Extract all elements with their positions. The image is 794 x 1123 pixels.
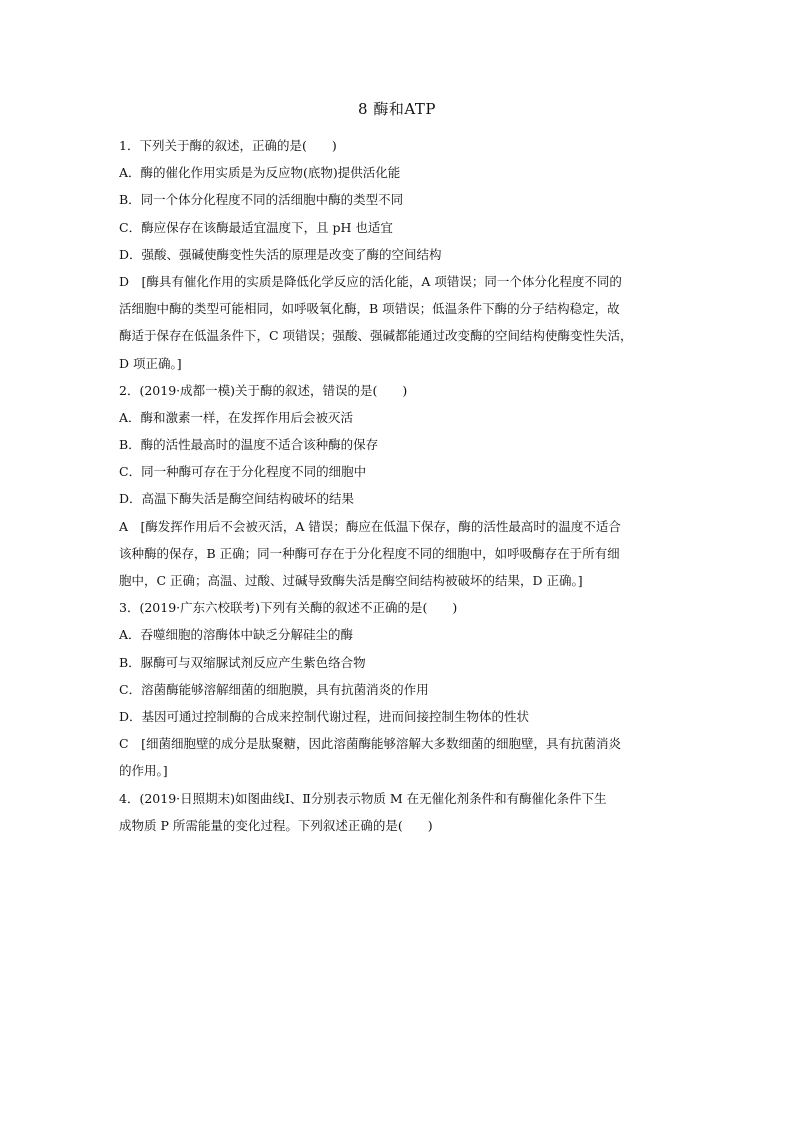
answer-line: 酶适于保存在低温条件下，C 项错误；强酸、强碱都能通过改变酶的空间结构使酶变性失活，	[119, 328, 633, 344]
option-c: C．溶菌酶能够溶解细菌的细胞膜，具有抗菌消炎的作用	[119, 681, 429, 697]
question-4	[119, 785, 676, 839]
answer-line: 的作用。]	[119, 763, 168, 779]
option-d: D．高温下酶失活是酶空间结构破坏的结果	[119, 491, 355, 507]
answer-line: 该种酶的保存，B 正确；同一种酶可存在于分化程度不同的细胞中，如呼吸酶存在于所有细	[119, 545, 620, 561]
option-d: D．基因可通过控制酶的合成来控制代谢过程，进而间接控制生物体的性状	[119, 708, 530, 724]
question-2	[119, 377, 676, 595]
option-d: D．强酸、强碱使酶变性失活的原理是改变了酶的空间结构	[119, 246, 442, 262]
answer-explanation	[119, 513, 676, 595]
question-stem: 2．(2019·成都一模)关于酶的叙述，错误的是( )	[119, 382, 408, 398]
answer-line: D 项正确。]	[119, 355, 182, 371]
option-c: C．酶应保存在该酶最适宜温度下，且 pH 也适宜	[119, 219, 393, 235]
question-stem: 4．(2019·日照期末)如图曲线Ⅰ、Ⅱ分别表示物质 M 在无催化剂条件和有酶催化条件下生	[119, 790, 607, 806]
option-b: B．脲酶可与双缩脲试剂反应产生紫色络合物	[119, 654, 366, 670]
option-a: A．酶和激素一样，在发挥作用后会被灭活	[119, 409, 354, 425]
option-b: B．酶的活性最高时的温度不适合该种酶的保存	[119, 437, 379, 453]
answer-line: C [细菌细胞壁的成分是肽聚糖，因此溶菌酶能够溶解大多数细菌的细胞壁，具有抗菌消炎	[119, 736, 621, 752]
option-c: C．同一种酶可存在于分化程度不同的细胞中	[119, 464, 367, 480]
answer-line: 活细胞中酶的类型可能相同，如呼吸氧化酶，B 项错误；低温条件下酶的分子结构稳定，故	[119, 301, 620, 317]
question-3	[119, 594, 676, 784]
question-1	[119, 132, 676, 377]
option-a: A．吞噬细胞的溶酶体中缺乏分解硅尘的酶	[119, 627, 354, 643]
answer-line: D [酶具有催化作用的实质是降低化学反应的活化能，A 项错误；同一个体分化程度不同的	[119, 273, 622, 289]
option-a: A．酶的催化作用实质是为反应物(底物)提供活化能	[119, 165, 401, 181]
question-stem: 3．(2019·广东六校联考)下列有关酶的叙述不正确的是( )	[119, 600, 458, 616]
question-list	[119, 132, 676, 839]
option-b: B．同一个体分化程度不同的活细胞中酶的类型不同	[119, 192, 404, 208]
answer-explanation	[119, 268, 676, 377]
answer-line: 胞中，C 正确；高温、过酸、过碱导致酶失活是酶空间结构被破坏的结果，D 正确。]	[119, 573, 583, 588]
question-stem: 1．下列关于酶的叙述，正确的是( )	[119, 138, 337, 153]
question-stem-continued: 成物质 P 所需能量的变化过程。下列叙述正确的是( )	[119, 817, 433, 833]
answer-line: A [酶发挥作用后不会被灭活，A 错误；酶应在低温下保存，酶的活性最高时的温度不适合	[119, 518, 621, 534]
page-title: 8 酶和ATP	[358, 100, 436, 118]
answer-explanation	[119, 730, 676, 784]
